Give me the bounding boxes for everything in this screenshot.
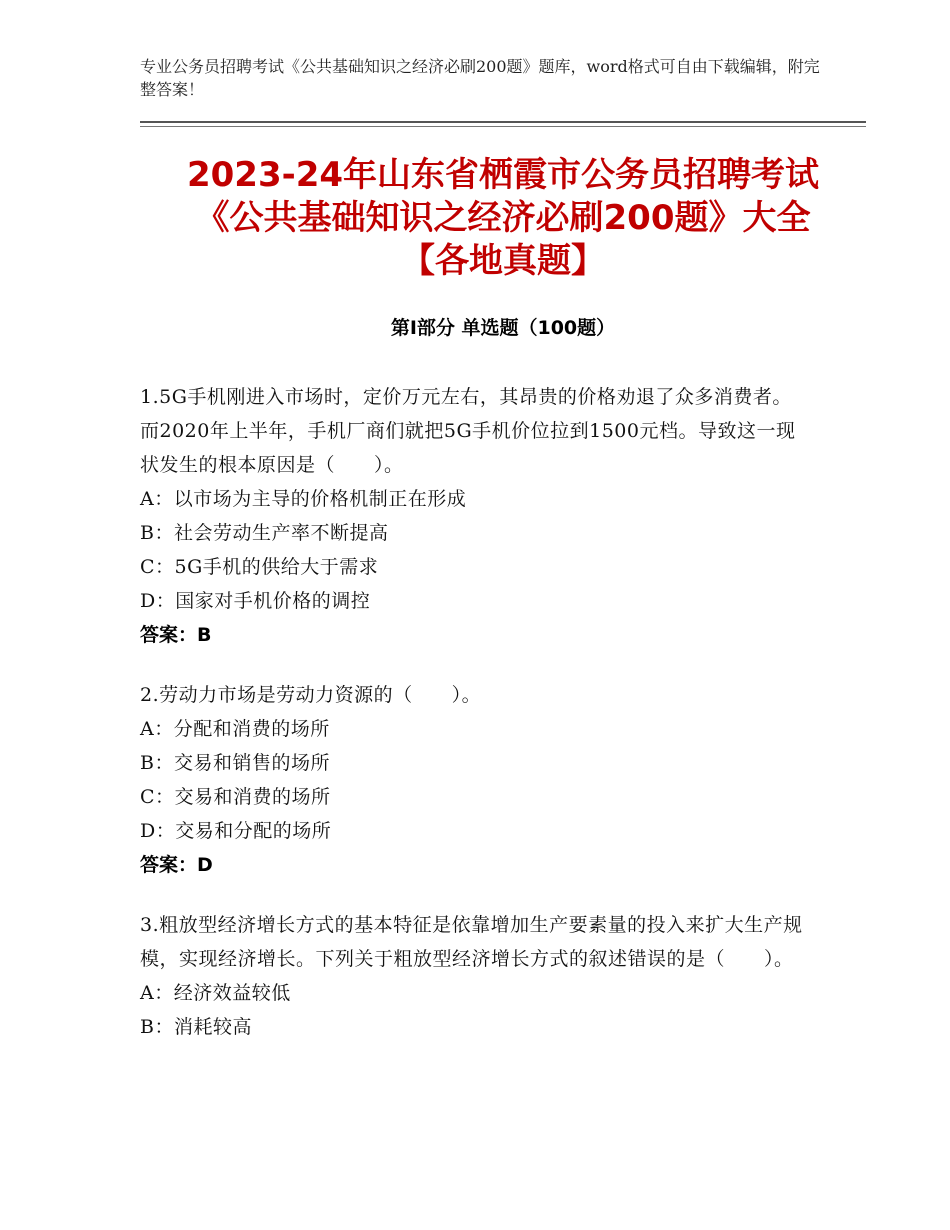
answer: 答案：D xyxy=(140,854,213,876)
answer: 答案：B xyxy=(140,624,212,646)
question-1 xyxy=(140,380,810,652)
question-2 xyxy=(140,678,810,882)
option-b: B：消耗较高 xyxy=(140,1016,252,1038)
question-stem: 1.5G手机刚进入市场时，定价万元左右，其昂贵的价格劝退了众多消费者。而2020年上半年，手机厂商们就把5G手机价位拉到1500元档。导致这一现状发生的根本原因是（ ）。 xyxy=(140,386,796,476)
title-line-3: 【各地真题】 xyxy=(401,241,605,281)
header-divider-thin xyxy=(140,126,866,127)
option-a: A：分配和消费的场所 xyxy=(140,718,330,740)
option-c: C：5G手机的供给大于需求 xyxy=(140,556,379,578)
option-b: B：社会劳动生产率不断提高 xyxy=(140,522,389,544)
option-a: A：经济效益较低 xyxy=(140,982,291,1004)
option-d: D：交易和分配的场所 xyxy=(140,820,332,842)
question-stem: 2.劳动力市场是劳动力资源的（ ）。 xyxy=(140,684,482,706)
document-title xyxy=(140,154,866,283)
header-note: 专业公务员招聘考试《公共基础知识之经济必刷200题》题库，word格式可自由下载编辑，附完整答案！ xyxy=(140,57,820,99)
section-heading: 第Ⅰ部分 单选题（100题） xyxy=(390,317,616,339)
title-line-1: 2023-24年山东省栖霞市公务员招聘考试 xyxy=(186,155,820,195)
title-line-2: 《公共基础知识之经济必刷200题》大全 xyxy=(195,198,811,238)
option-c: C：交易和消费的场所 xyxy=(140,786,331,808)
question-3 xyxy=(140,908,810,1044)
option-a: A：以市场为主导的价格机制正在形成 xyxy=(140,488,467,510)
option-d: D：国家对手机价格的调控 xyxy=(140,590,371,612)
option-b: B：交易和销售的场所 xyxy=(140,752,330,774)
question-list xyxy=(140,380,810,1070)
header-divider-thick xyxy=(140,121,866,123)
question-stem: 3.粗放型经济增长方式的基本特征是依靠增加生产要素量的投入来扩大生产规模，实现经济增长。下列关于粗放型经济增长方式的叙述错误的是（ ）。 xyxy=(140,914,803,970)
